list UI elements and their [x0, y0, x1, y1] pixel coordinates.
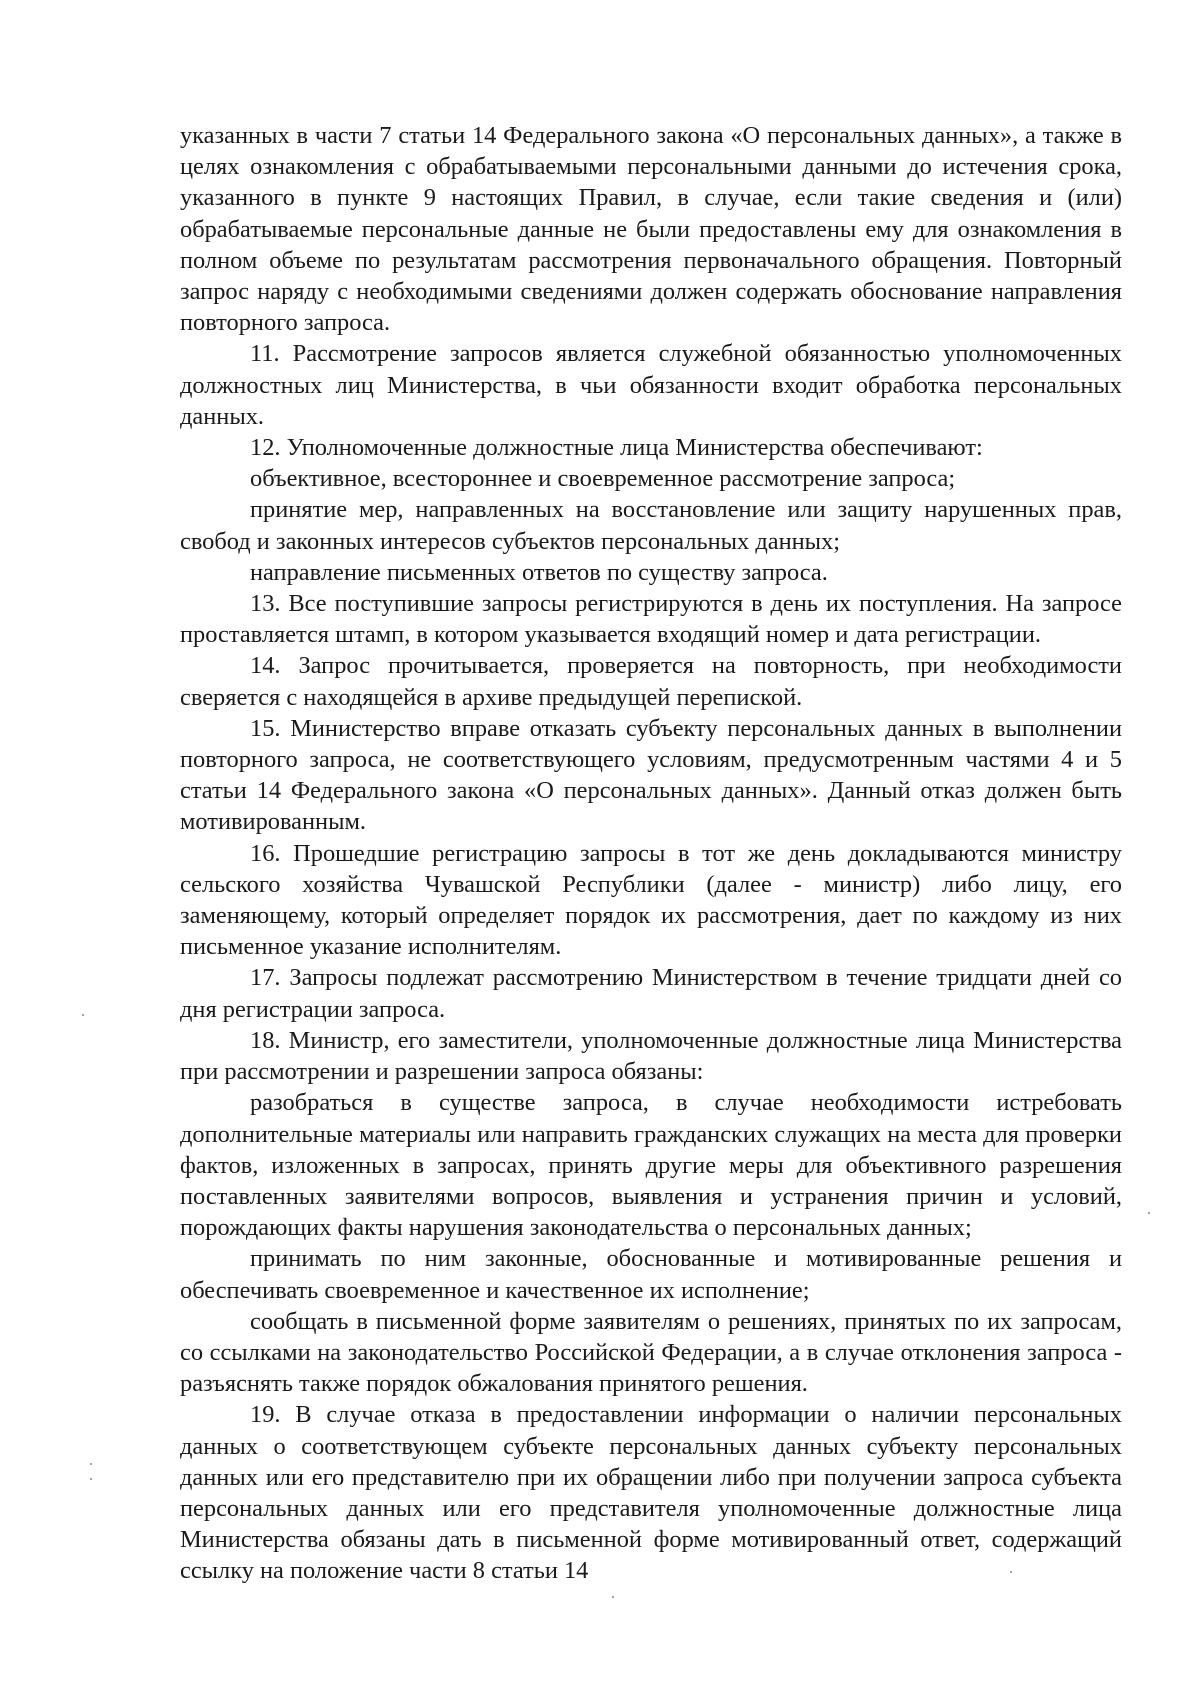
paragraph-12-item-3: направление письменных ответов по существу запроса.: [250, 558, 828, 586]
paragraph-12-item-1: объективное, всестороннее и своевременное рассмотрение запроса;: [250, 465, 956, 493]
paragraph-18-item-1: разобраться в существе запроса, в случае необходимости истребовать дополнительные материалы или направить гражданских служащих на места для проверки фактов, изложенных в запросах, принять другие меры для объективного разрешения поставленных заявителями вопросов, выявления и устранения причин и условий, порождающих факты нарушения законодательства о персональных данных;: [180, 1089, 1122, 1242]
paragraph-11: 11. Рассмотрение запросов является служебной обязанностью уполномоченных должностных лиц Министерства, в чьи обязанности входит обработка персональных данных.: [180, 340, 1122, 430]
paragraph-15: 15. Министерство вправе отказать субъекту персональных данных в выполнении повторного запроса, не соответствующего условиям, предусмотренным частями 4 и 5 статьи 14 Федерального закона «О персональных данных». Данный отказ должен быть мотивированным.: [180, 714, 1122, 836]
paragraph-18-item-3: сообщать в письменной форме заявителям о решениях, принятых по их запросам, со ссылками на законодательство Российской Федерации, а в случае отклонения запроса - разъяснять также порядок обжалования принятого решения.: [180, 1307, 1122, 1398]
scan-speck: [1148, 1212, 1150, 1214]
scan-speck: [90, 1478, 92, 1480]
scan-speck: [1010, 1571, 1012, 1573]
scan-speck: [90, 1463, 92, 1465]
paragraph-continuation: указанных в части 7 статьи 14 Федерального закона «О персональных данных», а также в целях ознакомления с обрабатываемыми персональными данными до истечения срока, указанного в пункте 9 настоящих Правил, в случае, если такие сведения и (или) обрабатываемые персональные данные не были предоставлены ему для ознакомления в полном объеме по результатам рассмотрения первоначального обращения. Повторный запрос наряду с необходимыми сведениями должен содержать обоснование направления повторного запроса.: [180, 122, 1122, 337]
scan-speck: [82, 1014, 84, 1016]
paragraph-17: 17. Запросы подлежат рассмотрению Министерством в течение тридцати дней со дня регистрации запроса.: [180, 964, 1122, 1023]
scan-speck: [612, 1596, 614, 1598]
paragraph-12-item-2: принятие мер, направленных на восстановление или защиту нарушенных прав, свобод и законных интересов субъектов персональных данных;: [180, 496, 1122, 555]
paragraph-18: 18. Министр, его заместители, уполномоченные должностные лица Министерства при рассмотрении и разрешении запроса обязаны:: [180, 1026, 1122, 1086]
paragraph-19: 19. В случае отказа в предоставлении информации о наличии персональных данных о соответствующем субъекте персональных данных субъекту персональных данных или его представителю при их обращении либо при получении запроса субъекта персональных данных или его представителя уполномоченные должностные лица Министерства обязаны дать в письменной форме мотивированный ответ, содержащий ссылку на положение части 8 статьи 14: [180, 1401, 1122, 1585]
document-body: [180, 120, 1122, 1587]
paragraph-12: 12. Уполномоченные должностные лица Министерства обеспечивают:: [250, 434, 983, 462]
paragraph-14: 14. Запрос прочитывается, проверяется на повторность, при необходимости сверяется с находящейся в архиве предыдущей перепиской.: [180, 652, 1122, 711]
paragraph-13: 13. Все поступившие запросы регистрируются в день их поступления. На запросе проставляется штамп, в котором указывается входящий номер и дата регистрации.: [180, 590, 1122, 649]
paragraph-18-item-2: принимать по ним законные, обоснованные и мотивированные решения и обеспечивать своевременное и качественное их исполнение;: [180, 1245, 1122, 1304]
paragraph-16: 16. Прошедшие регистрацию запросы в тот же день докладываются министру сельского хозяйства Чувашской Республики (далее - министр) либо лицу, его заменяющему, который определяет порядок их рассмотрения, дает по каждому из них письменное указание исполнителям.: [180, 839, 1122, 961]
